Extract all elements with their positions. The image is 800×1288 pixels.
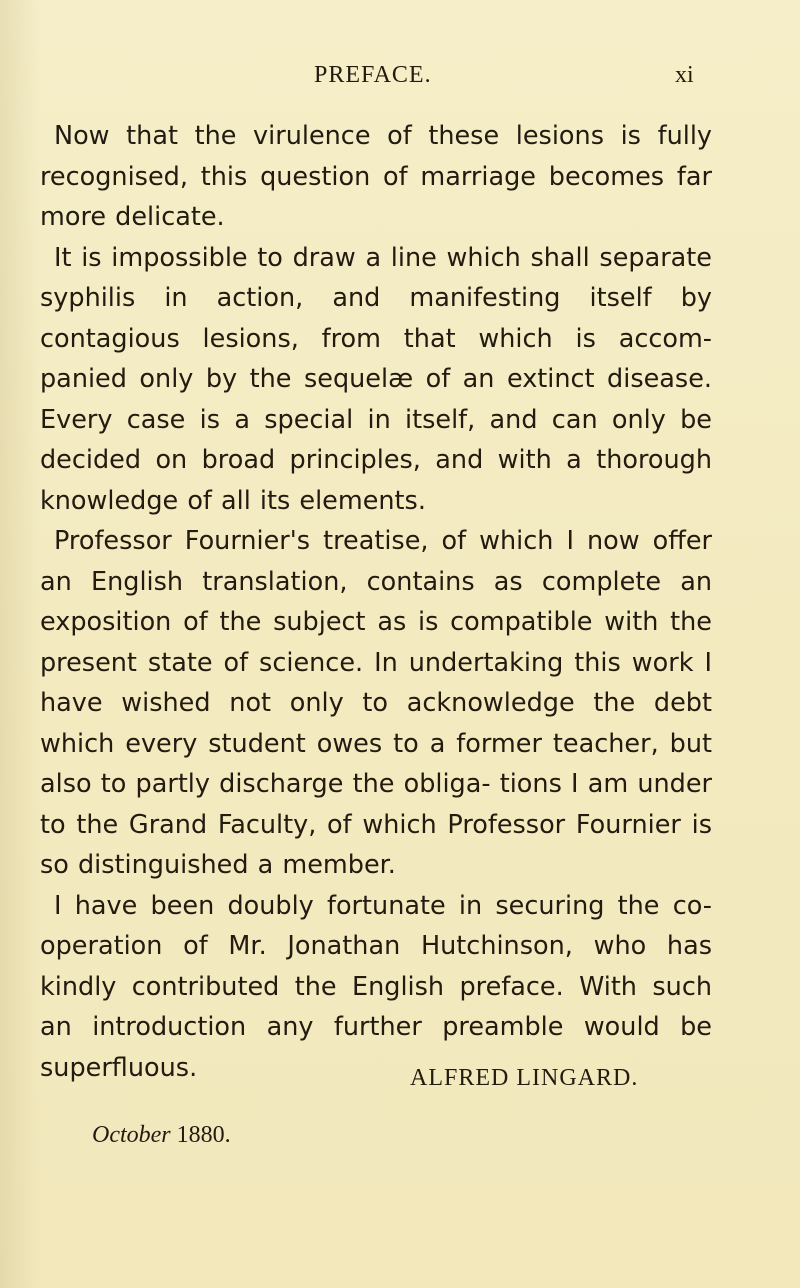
dateline-month: October <box>92 1122 171 1148</box>
running-head: PREFACE. <box>314 62 432 88</box>
preface-body <box>40 116 712 1088</box>
paragraph-1: Now that the virulence of these lesions is fully recognised, this question of marriage becomes far more delicate. <box>40 121 712 232</box>
paragraph-4: I have been doubly fortunate in securing the co-operation of Mr. Jonathan Hutchinson, who has kindly contributed the English preface. With such an introduction any further preamble would be superfluous. <box>40 890 712 1083</box>
author-signature: ALFRED LINGARD. <box>410 1065 639 1091</box>
paragraph-2: It is impossible to draw a line which shall separate syphilis in action, and manifesting itself by contagious lesions, from that which is accom- panied only by the sequelæ of an extinct disease. Every case is a special in itself, and can only be decided on broad principles, and with a thorough knowledge of all its elements. <box>40 242 712 516</box>
page-header <box>0 62 800 96</box>
dateline-year: 1880. <box>176 1122 231 1148</box>
paragraph-3: Professor Fournier's treatise, of which I now offer an English translation, contains as complete an exposition of the subject as is compatible with the present state of science. In undertaking this work I have wished not only to acknowledge the debt which every student owes to a former teacher, but also to partly discharge the obliga- tions I am under to the Grand Faculty, of which Professor Fournier is so distinguished a member. <box>40 526 712 880</box>
dateline <box>92 1122 231 1149</box>
page-number: xi <box>675 62 694 88</box>
